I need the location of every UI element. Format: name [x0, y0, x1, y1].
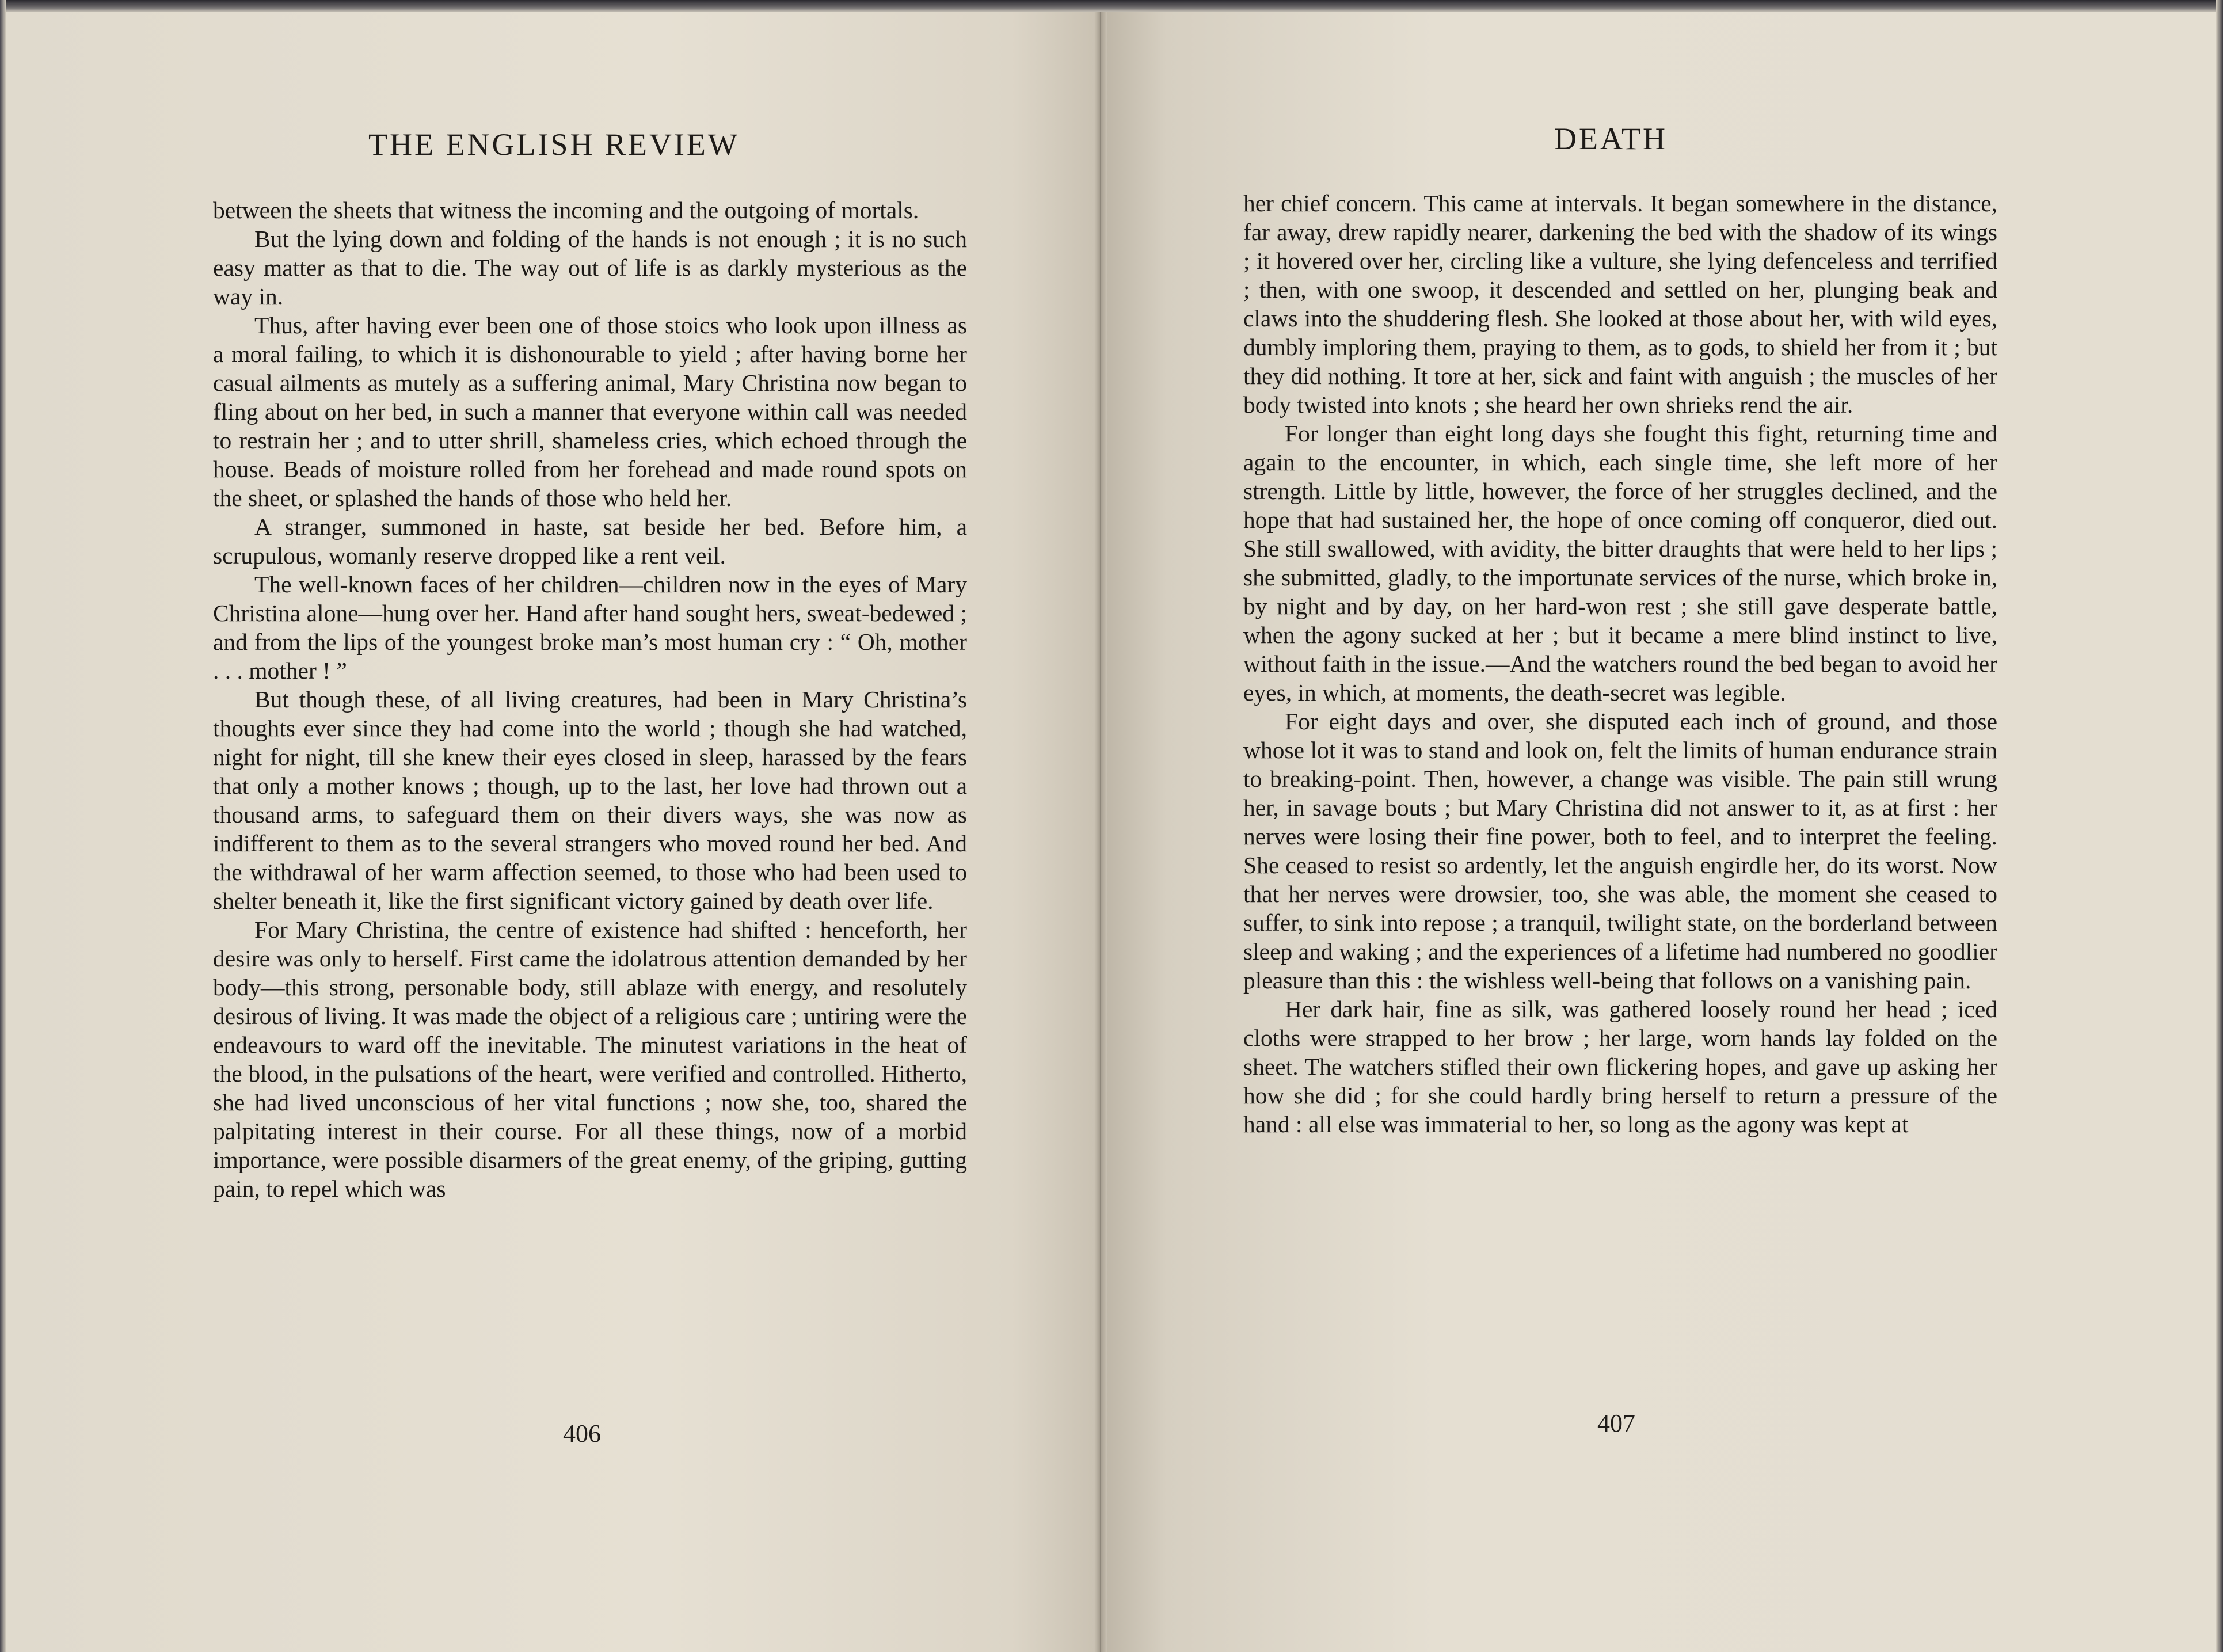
- paragraph: her chief concern. This came at intervals. It began somewhere in the distance, far away, drew rapidly nearer, darkening the bed with the shadow of its wings ; it hovered over her, circling like a vulture, she lying defenceless and terrified ; then, with one swoop, it descended and settled on her, plunging beak and claws into the shuddering flesh. She looked at those about her, with wild eyes, dumbly imploring them, praying to them, as to gods, to shield her from it ; but they did nothing. It tore at her, sick and faint with anguish ; the muscles of her body twisted into knots ; she heard her own shrieks rend the air.: [1243, 190, 1997, 418]
- left-page-number: 406: [563, 1419, 601, 1448]
- left-running-head: THE ENGLISH REVIEW: [368, 127, 740, 162]
- scan-top-edge: [0, 0, 2223, 13]
- paragraph: between the sheets that witness the incoming and the outgoing of mortals.: [213, 197, 919, 223]
- paragraph: But though these, of all living creatures, had been in Mary Christina’s thoughts ever since they had come into the world ; though she had watched, night for night, till she knew their eyes closed in sleep, harassed by the fears that only a mother knows ; though, up to the last, her love had thrown out a thousand arms, to safeguard them on their divers ways, she was now as indifferent to them as to the several strangers who moved round her bed. And the withdrawal of her warm affection seemed, to those who had been used to shelter beneath it, like the first significant victory gained by death over life.: [213, 686, 967, 914]
- paragraph: Her dark hair, fine as silk, was gathered loosely round her head ; iced cloths were strapped to her brow ; her large, worn hands lay folded on the sheet. The watchers stifled their own flickering hopes, and gave up asking her how she did ; for she could hardly bring herself to return a pressure of the hand : all else was immaterial to her, so long as the agony was kept at: [1243, 996, 1997, 1137]
- scan-right-edge: [2216, 0, 2223, 1652]
- left-page-body: [213, 196, 967, 1203]
- scan-left-edge: [0, 0, 6, 1652]
- paragraph: For longer than eight long days she fought this fight, returning time and again to the encounter, in which, each single time, she left more of her strength. Little by little, however, the force of her struggles declined, and the hope that had sustained her, the hope of once coming off conqueror, died out. She still swallowed, with avidity, the bitter draughts that were held to her lips ; she submitted, gladly, to the importunate services of the nurse, which broke in, by night and by day, on her hard-won rest ; she still gave desperate battle, when the agony sucked at her ; but it became a mere blind instinct to live, without faith in the issue.—And the watchers round the bed began to avoid her eyes, in which, at moments, the death-secret was legible.: [1243, 420, 1997, 706]
- right-page-body: [1243, 189, 1997, 1139]
- paragraph: For eight days and over, she disputed each inch of ground, and those whose lot it was to stand and look on, felt the limits of human endurance strain to breaking-point. Then, however, a change was visible. The pain still wrung her, in savage bouts ; but Mary Christina did not answer to it, as at first : her nerves were losing their fine power, both to feel, and to interpret the feeling. She ceased to resist so ardently, let the anguish engirdle her, do its worst. Now that her nerves were drowsier, too, she was able, the moment she ceased to suffer, to sink into repose ; a tranquil, twilight state, on the borderland between sleep and waking ; and the experiences of a lifetime had numbered no goodlier pleasure than this : the wishless well-being that follows on a vanishing pain.: [1243, 708, 1997, 994]
- paragraph: Thus, after having ever been one of those stoics who look upon illness as a moral failing, to which it is dishonourable to yield ; after having borne her casual ailments as mutely as a suffering animal, Mary Christina now began to fling about on her bed, in such a manner that everyone within call was needed to restrain her ; and to utter shrill, shameless cries, which echoed through the house. Beads of moisture rolled from her forehead and made round spots on the sheet, or splashed the hands of those who held her.: [213, 312, 967, 511]
- book-gutter: [1094, 12, 1107, 1652]
- right-page-number: 407: [1597, 1409, 1635, 1437]
- right-running-head: DEATH: [1554, 121, 1668, 156]
- paragraph: For Mary Christina, the centre of existence had shifted : henceforth, her desire was only to herself. First came the idolatrous attention demanded by her body—this strong, personable body, still ablaze with energy, and resolutely desirous of living. It was made the object of a religious care ; untiring were the endeavours to ward off the inevitable. The minutest variations in the heat of the blood, in the pulsations of the heart, were verified and controlled. Hitherto, she had lived unconscious of her vital functions ; now she, too, shared the palpitating interest in their course. For all these things, now of a morbid importance, were possible disarmers of the great enemy, of the griping, gutting pain, to repel which was: [213, 916, 967, 1202]
- paragraph: A stranger, summoned in haste, sat beside her bed. Before him, a scrupulous, womanly reserve dropped like a rent veil.: [213, 513, 967, 569]
- paragraph: The well-known faces of her children—children now in the eyes of Mary Christina alone—hung over her. Hand after hand sought hers, sweat-bedewed ; and from the lips of the youngest broke man’s most human cry : “ Oh, mother . . . mother ! ”: [213, 571, 967, 684]
- paragraph: But the lying down and folding of the hands is not enough ; it is no such easy matter as that to die. The way out of life is as darkly mysterious as the way in.: [213, 226, 967, 310]
